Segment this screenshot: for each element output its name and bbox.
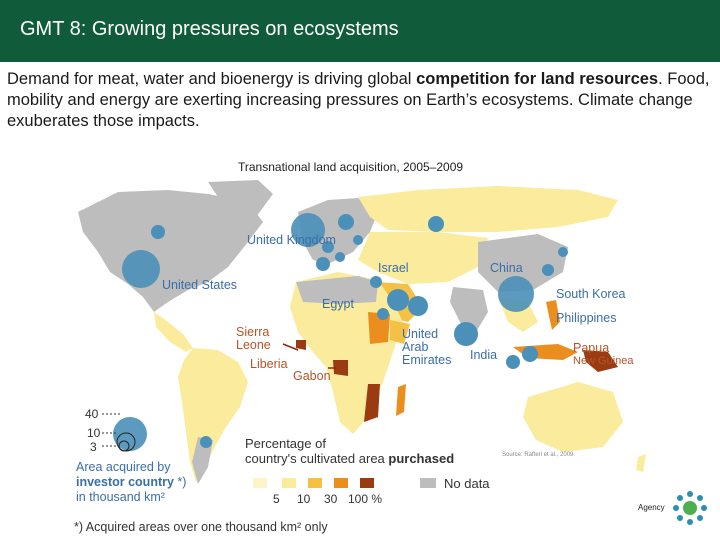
bubble-malaysia	[506, 355, 520, 369]
bubble-europe-5	[335, 252, 345, 262]
label-uae: United Arab Emirates	[402, 327, 452, 367]
area-legend-bold: investor country	[76, 475, 174, 489]
bubble-europe-1	[338, 214, 354, 230]
label-united-kingdom	[247, 234, 336, 247]
bubble-china	[498, 276, 534, 312]
label-united-states: United States	[162, 278, 238, 292]
legend-swatch-1	[253, 478, 267, 488]
percentage-legend	[245, 436, 454, 466]
area-legend-line-1: Area acquired by	[76, 460, 171, 474]
bubble-europe-3	[353, 235, 363, 245]
label-papua: Papua	[573, 341, 610, 355]
bubble-gulf-3	[377, 308, 389, 320]
new-zealand-land	[636, 454, 646, 472]
legend-swatch-3	[308, 478, 322, 488]
liberia-land	[296, 340, 306, 350]
pct-legend-line-2	[245, 451, 454, 466]
label-new-guinea: New Guinea	[573, 355, 634, 367]
legend-break-5: 5	[273, 492, 280, 506]
leader-sierra-leone	[283, 344, 298, 350]
label-liberia: Liberia	[250, 357, 288, 371]
agency-label: Agency	[638, 503, 665, 512]
legend-break-100: 100 %	[348, 492, 383, 506]
area-legend-star: *)	[173, 475, 187, 489]
label-uk-1: United Kingdom	[247, 233, 336, 247]
area-legend	[76, 460, 186, 505]
bubble-europe-4	[316, 257, 330, 271]
bubble-russia	[428, 216, 444, 232]
footnote: *) Acquired areas over one thousand km² only	[74, 520, 328, 534]
bubble-japan	[558, 247, 568, 257]
australia-land	[523, 382, 623, 452]
title-bar	[0, 0, 720, 62]
label-israel: Israel	[378, 261, 409, 275]
pct-legend-bold: purchased	[388, 451, 455, 466]
map-title: Transnational land acquisition, 2005–2009	[238, 160, 464, 174]
label-south-korea: South Korea	[556, 287, 626, 301]
legend-nodata: No data	[444, 476, 490, 491]
bubble-south-korea	[542, 264, 554, 276]
legend-break-10: 10	[297, 492, 311, 506]
pct-legend-line-1: Percentage of	[245, 436, 326, 451]
russia-land	[358, 186, 618, 232]
legend-swatch-5	[360, 478, 374, 488]
bubble-united-states	[122, 250, 160, 288]
pct-legend-text: country's cultivated area	[245, 451, 389, 466]
label-egypt: Egypt	[322, 297, 354, 311]
agency-logo-icon	[670, 488, 710, 528]
bubble-gulf-1	[387, 289, 409, 311]
intro-bold: competition for land resources	[416, 70, 659, 88]
legend-swatch-nodata	[420, 478, 436, 488]
legend-break-30: 30	[324, 492, 338, 506]
area-legend-line-2	[76, 475, 186, 490]
intro-part-1: Demand for meat, water and bioenergy is driving global	[7, 70, 417, 88]
bubble-southeast-asia	[522, 346, 538, 362]
area-legend-line-3: in thousand km²	[76, 490, 165, 504]
madagascar-land	[396, 384, 406, 416]
intro-part-2: . Food, mobility and energy are exerting increasing pressures on Earth’s ecosystems. Climate change exuberates those impacts.	[7, 70, 710, 130]
scale-value-3: 3	[90, 440, 97, 454]
legend-swatch-4	[334, 478, 348, 488]
intro-text	[7, 69, 713, 132]
central-america-land	[154, 312, 193, 352]
label-philippines: Philippines	[556, 311, 617, 325]
label-china: China	[490, 261, 523, 275]
bubble-brazil	[200, 436, 212, 448]
label-gabon: Gabon	[293, 369, 331, 383]
source-note: Source: Rafterl et al., 2009	[502, 452, 574, 458]
south-america-land	[178, 348, 248, 482]
legend-swatch-2	[282, 478, 296, 488]
scale-value-40: 40	[85, 407, 99, 421]
bubble-canada	[151, 225, 165, 239]
bubble-gulf-2	[408, 296, 428, 316]
bubble-israel	[370, 276, 382, 288]
scale-value-10: 10	[87, 426, 101, 440]
slide-title: GMT 8: Growing pressures on ecosystems	[20, 18, 399, 40]
label-sierra-leone: Sierra Leone	[236, 325, 271, 352]
label-india: India	[470, 348, 498, 362]
